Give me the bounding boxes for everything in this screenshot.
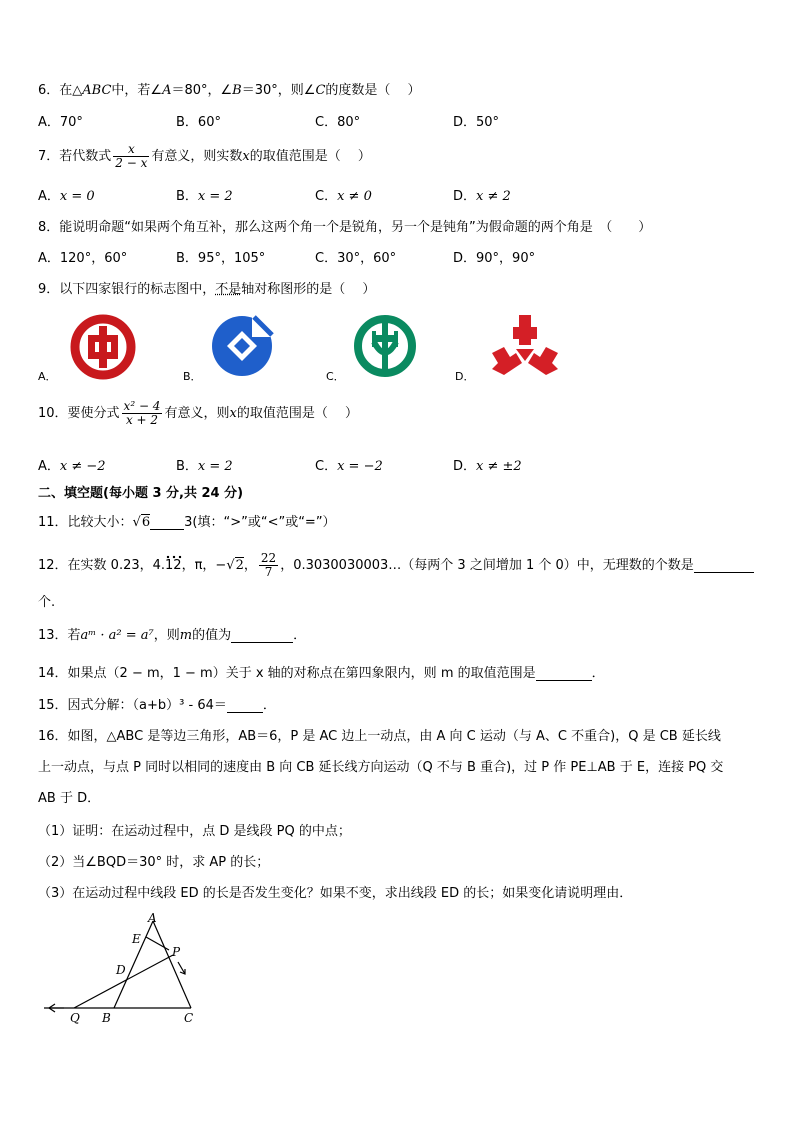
q8-option-c[interactable]: C．30°，60° <box>315 251 397 266</box>
label-a: A <box>148 911 157 925</box>
question-7-stem: 7．若代数式 $\frac{x}{2 - x}$ 有意义，则实数x的取值范围是（ ） <box>38 142 371 171</box>
q12-fraction: $\frac{22}{7}$ <box>260 551 277 580</box>
label-b: B <box>102 1011 111 1025</box>
q6-option-c[interactable]: C．80° <box>315 115 361 130</box>
q7-option-b[interactable]: B．x = 2 <box>176 189 233 204</box>
question-12: 12．在实数 0.23，4.12，π，−√2， $\frac{22}{7}$ ，0.3030030003…（每两个 3 之间增加 1 个 0）中，无理数的个数是 <box>38 552 754 579</box>
q11-answer-blank[interactable] <box>150 516 184 530</box>
question-16-line2: 上一动点，与点 P 同时以相同的速度由 B 向 CB 延长线方向运动（Q 不与 B 重合)，过 P 作 PE⊥AB 于 E，连接 PQ 交 <box>38 760 724 775</box>
q13-answer-blank[interactable] <box>231 629 293 643</box>
q8-option-d[interactable]: D．90°，90° <box>453 251 536 266</box>
q9-option-c[interactable]: C． <box>326 370 345 383</box>
label-d: D <box>116 963 126 977</box>
q6-option-a[interactable]: A．70° <box>38 115 83 130</box>
q9-option-a[interactable]: A． <box>38 370 57 383</box>
q7-fraction: $\frac{x}{2 - x}$ <box>115 142 148 171</box>
label-q: Q <box>70 1011 80 1025</box>
question-16-sub3: （3）在运动过程中线段 ED 的长是否发生变化？如果不变，求出线段 ED 的长；如果变化请说明理由． <box>38 886 633 901</box>
q10-option-d[interactable]: D．x ≠ ±2 <box>453 459 522 474</box>
q12-line2: 个. <box>38 595 56 610</box>
question-8-stem: 8．能说明命题“如果两个角互补，那么这两个角一个是锐角，另一个是钝角”为假命题的两个角是 （ ） <box>38 220 652 235</box>
q9-option-d[interactable]: D． <box>455 370 475 383</box>
question-14: 14．如果点（2 − m，1 − m）关于 x 轴的对称点在第四象限内，则 m 的取值范围是 ． <box>38 666 605 681</box>
bank-logo-b-icon <box>210 313 276 379</box>
q15-answer-blank[interactable] <box>227 699 263 713</box>
bank-logo-d-icon <box>490 313 560 377</box>
q7-option-a[interactable]: A．x = 0 <box>38 189 95 204</box>
q12-answer-blank[interactable] <box>694 559 754 573</box>
bank-logo-c-icon <box>352 313 418 379</box>
question-16-line1: 16．如图，△ABC 是等边三角形，AB＝6，P 是 AC 边上一动点，由 A 向 C 运动（与 A、C 不重合)，Q 是 CB 延长线 <box>38 729 721 744</box>
q6-option-d[interactable]: D．50° <box>453 115 500 130</box>
q8-option-a[interactable]: A．120°，60° <box>38 251 128 266</box>
segment-pe <box>146 937 169 950</box>
question-9-stem: 9．以下四家银行的标志图中，不是轴对称图形的是（ ） <box>38 282 376 297</box>
q10-option-a[interactable]: A．x ≠ −2 <box>38 459 106 474</box>
question-11: 11．比较大小：√6 3(填：“>”或“<”或“=”） <box>38 515 336 530</box>
question-16-line3: AB 于 D． <box>38 791 101 806</box>
q6-option-b[interactable]: B．60° <box>176 115 221 130</box>
triangle-figure <box>36 910 206 1025</box>
question-16-sub1: （1）证明：在运动过程中，点 D 是线段 PQ 的中点； <box>38 824 351 839</box>
q9-option-b[interactable]: B． <box>183 370 202 383</box>
section-2-heading: 二、填空题(每小题 3 分,共 24 分) <box>38 486 244 501</box>
question-13: 13．若aᵐ · a² = a⁷，则m的值为 ． <box>38 628 307 643</box>
label-p: P <box>172 945 181 959</box>
q8-option-b[interactable]: B．95°，105° <box>176 251 266 266</box>
question-10-stem: 10．要使分式 $\frac{\text{x² − 4}}{x + 2}$ 有意义，则x的取值范围是（ ） <box>38 399 358 428</box>
q10-fraction: $\frac{\text{x² − 4}}{x + 2}$ <box>123 399 161 428</box>
q14-answer-blank[interactable] <box>536 667 592 681</box>
q7-option-c[interactable]: C．x ≠ 0 <box>315 189 372 204</box>
q7-option-d[interactable]: D．x ≠ 2 <box>453 189 511 204</box>
label-c: C <box>184 1011 194 1025</box>
q10-option-b[interactable]: B．x = 2 <box>176 459 233 474</box>
bank-logo-a-icon <box>69 313 137 381</box>
side-ac <box>153 921 191 1008</box>
question-15: 15．因式分解：（a+b）³ - 64＝ ． <box>38 698 276 713</box>
label-e: E <box>132 932 141 946</box>
question-16-sub2: （2）当∠BQD＝30° 时，求 AP 的长； <box>38 855 270 870</box>
question-6-stem: 6．在△ABC中，若∠A＝80°，∠B＝30°，则∠C的度数是（ ） <box>38 83 421 98</box>
q10-option-c[interactable]: C．x = −2 <box>315 459 383 474</box>
repeating-decimal: 12 <box>165 555 182 572</box>
